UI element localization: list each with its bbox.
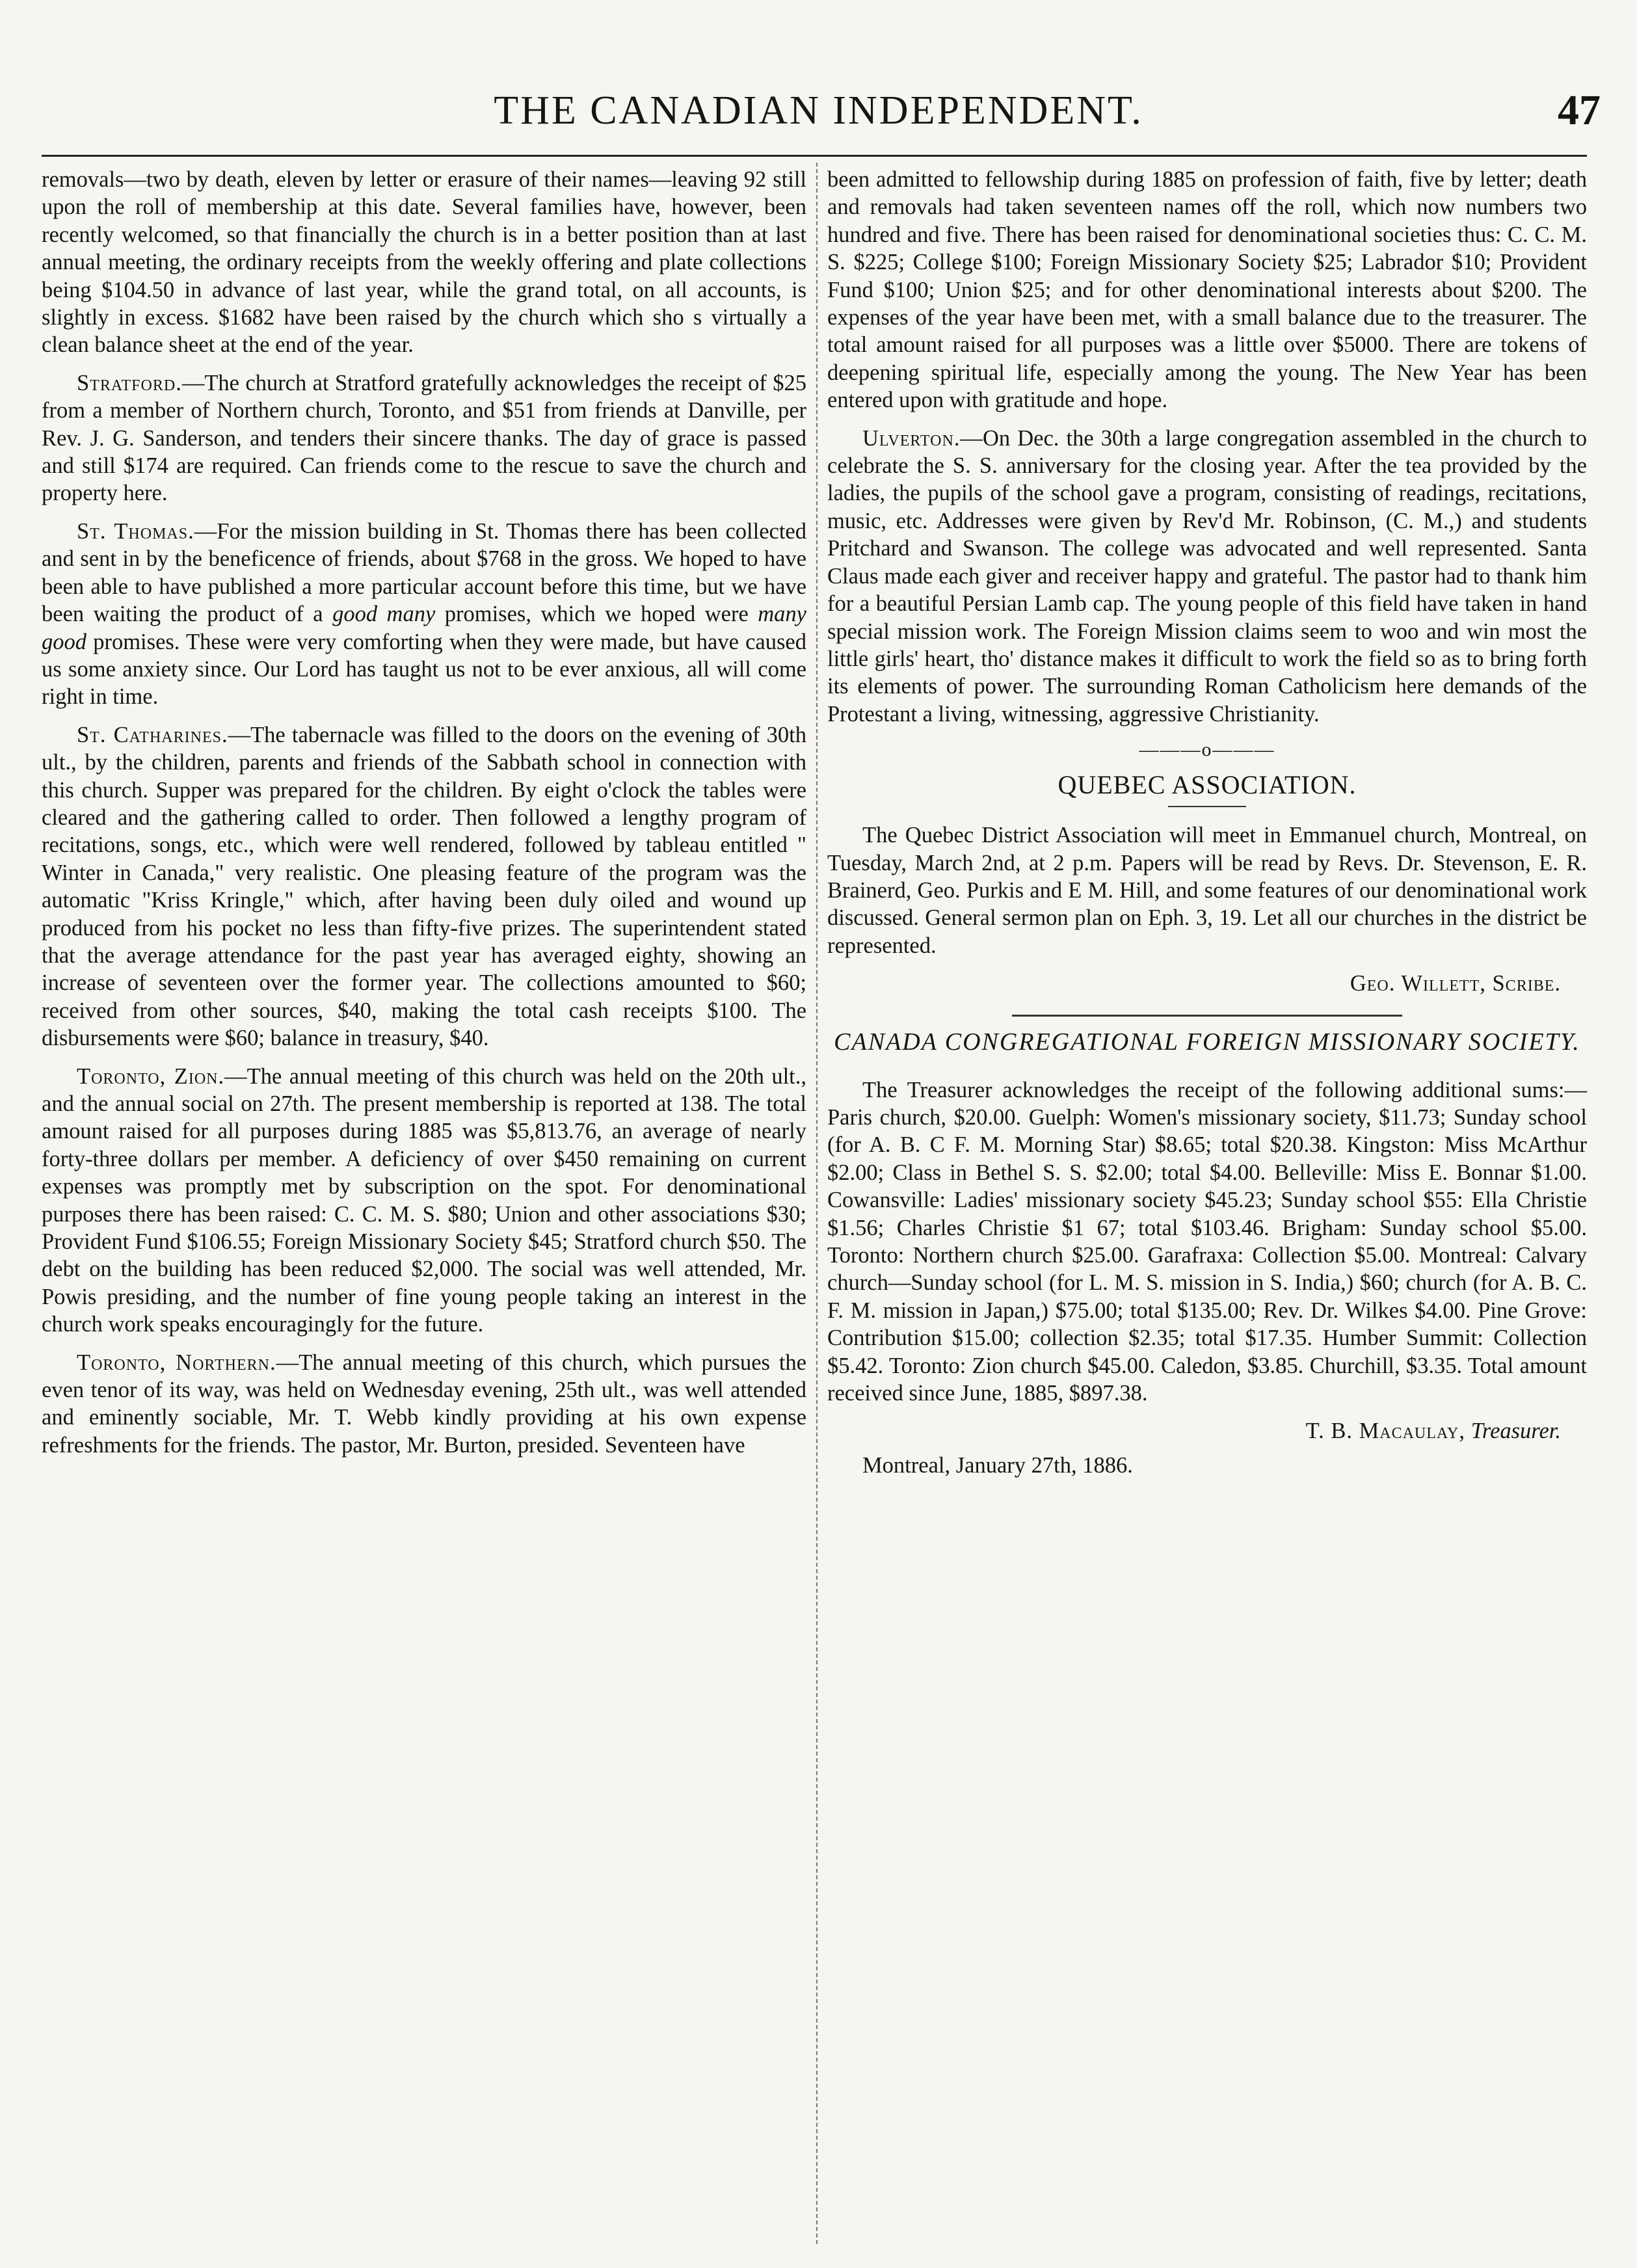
header-rule: [42, 155, 1587, 157]
section-separator: ———o———: [1139, 739, 1275, 761]
column-divider: [816, 163, 818, 2244]
toronto-northern-lead: Toronto, Northern.: [77, 1350, 276, 1375]
ulverton-report: Ulverton.—On Dec. the 30th a large congregation assembled in the church to celebrate the S. S. anniversary for the closing year. After the tea provided by the ladies, the pupils of the school gave a program, consisting of readings, recitations, music, etc. Addresses were given by Rev'd Mr. Robinson, (C. M.,) and students Pritchard and Swanson. The college was advocated and well represented. Santa Claus made each giver and receiver happy and grateful. The pastor had to thank him for a beautiful Persian Lamb cap. The young people of this field have taken in hand special mission work. The Foreign Mission claims seem to woo and win most the little girls' heart, tho' distance makes it difficult to work the field so as to bring forth its elements of power. The surrounding Roman Catholicism here demands of the Protestant a living, witnessing, aggressive Christianity.: [827, 425, 1587, 727]
ulverton-lead: Ulverton.: [862, 425, 961, 451]
toronto-northern-report: Toronto, Northern.—The annual meeting of this church, which pursues the even tenor of its way, was held on Wednesday evening, 25th ult., was well attended and eminently sociable, Mr. T. Webb kindly providing at his own expense refreshments for the friends. The pastor, Mr. Burton, presided. Seventeen have: [42, 1350, 806, 1458]
page-header-title: THE CANADIAN INDEPENDENT.: [494, 88, 1143, 133]
article-paragraph: removals—two by death, eleven by letter or erasure of their names—leaving 92 still upon the roll of membership at this date. Several families have, however, been recently welcomed, so that financially the church is in a better position than at last annual meeting, the ordinary receipts from the weekly offering and plate collections being $104.50 in advance of last year, while the grand total, on all accounts, is slightly in excess. $1682 have been raised by the church which sho s virtually a clean balance sheet at the end of the year.: [42, 167, 806, 358]
page-number: 47: [1558, 87, 1601, 134]
stratford-report: Stratford.—The church at Stratford gratefully acknowledges the receipt of $25 from a member of Northern church, Toronto, and $51 from friends at Danville, per Rev. J. G. Sanderson, and tenders their sincere thanks. The day of grace is passed and still $174 are required. Can friends come to the rescue to save the church and property here.: [42, 370, 806, 506]
toronto-zion-report: Toronto, Zion.—The annual meeting of this church was held on the 20th ult., and the annual social on 27th. The present membership is reported at 138. The total amount raised for all purposes during 1885 was $5,813.76, an average of nearly forty-three dollars per member. A deficiency of over $450 remaining on current expenses was promptly met by subscription on the spot. For denominational purposes there has been raised: C. C. M. S. $80; Union and other associations $30; Provident Fund $106.55; Foreign Missionary Society $45; Stratford church $50. The debt on the building has been reduced $2,000. The social was well attended, Mr. Powis presiding, and the number of fine young people taking an interest in the church work speaks encouragingly for the future.: [42, 1063, 806, 1337]
st-thomas-lead: St. Thomas.: [77, 518, 194, 544]
quebec-signature: Geo. Willett, Scribe.: [1350, 971, 1561, 996]
section-rule: [1012, 1015, 1402, 1017]
ccfms-acknowledgement: The Treasurer acknowledges the receipt of the following additional sums:—Paris church, $20.00. Guelph: Women's missionary society, $11.73; Sunday school (for A. B. C F. M. Morning Star) $8.65; total $20.38. Kingston: Miss McArthur $2.00; Class in Bethel S. S. $2.00; total $4.00. Belleville: Miss E. Bonnar $1.00. Cowansville: Ladies' missionary society $45.23; Sunday school $55: Ella Christie $1.56; Charles Christie $1 67; total $103.46. Brigham: Sunday school $5.00. Toronto: Northern church $25.00. Garafraxa: Collection $5.00. Montreal: Calvary church—Sunday school (for L. M. S. mission in S. India,) $60; church (for A. B. C. F. M. mission in Japan,) $75.00; total $135.00; Rev. Dr. Wilkes $4.00. Pine Grove: Contribution $15.00; collection $2.35; total $17.35. Humber Summit: Collection $5.42. Toronto: Zion church $45.00. Caledon, $3.85. Churchill, $3.35. Total amount received since June, 1885, $897.38.: [827, 1077, 1587, 1406]
st-catharines-lead: St. Catharines.: [77, 722, 228, 747]
stratford-lead: Stratford.: [77, 370, 182, 395]
st-catharines-report: St. Catharines.—The tabernacle was filled to the doors on the evening of 30th ult., by the children, parents and friends of the Sabbath school in connection with this church. Supper was prepared for the children. By eight o'clock the tables were cleared and the gathering called to order. Then followed a lengthy program of recitations, songs, etc., which were well rendered, followed by tableau entitled " Winter in Canada," very realistic. One pleasing feature of the program was the automatic "Kriss Kringle," which, after having been duly oiled and wound up produced from his pocket no less than fifty-five prizes. The superintendent stated that the average attendance for the past year has averaged eighty, showing an increase of seventeen over the former year. The collections amounted to $60; received from other sources, $40, making the total cash receipts $100. The disbursements were $60; balance in treasury, $40.: [42, 722, 806, 1051]
quebec-association-heading: QUEBEC ASSOCIATION.: [1058, 770, 1357, 800]
ccfms-heading: CANADA CONGREGATIONAL FOREIGN MISSIONARY SOCIETY.: [834, 1028, 1580, 1056]
st-thomas-report: St. Thomas.—For the mission building in St. Thomas there has been collected and sent in by the beneficence of friends, about $768 in the gross. We hoped to have been able to have published a more particular account before this time, but we have been waiting the product of a good many promises, which we hoped were many good promises. These were very comforting when they were made, but have caused us some anxiety since. Our Lord has taught us not to be ever anxious, all will come right in time.: [42, 518, 806, 710]
toronto-zion-lead: Toronto, Zion.: [77, 1063, 225, 1089]
dateline: Montreal, January 27th, 1886.: [862, 1452, 1133, 1478]
left-column: [42, 166, 806, 1469]
treasurer-signature: T. B. Macaulay, Treasurer.: [1305, 1419, 1561, 1444]
heading-rule: [1168, 806, 1246, 807]
article-paragraph: been admitted to fellowship during 1885 on profession of faith, five by letter; death and removals had taken seventeen names off the roll, which now numbers two hundred and five. There has been raised for denominational societies thus: C. C. M. S. $225; College $100; Foreign Missionary Society $25; Labrador $10; Provident Fund $100; Union $25; and for other denominational interests about $200. The expenses of the year have been met, with a small balance due to the treasurer. The total amount raised for all purposes was a little over $5000. There are tokens of deepening spiritual life, especially among the young. The New Year has been entered upon with gratitude and hope.: [827, 167, 1587, 413]
quebec-association-notice: The Quebec District Association will meet in Emmanuel church, Montreal, on Tuesday, March 2nd, at 2 p.m. Papers will be read by Revs. Dr. Stevenson, E. R. Brainerd, Geo. Purkis and E M. Hill, and some features of our denominational work discussed. General sermon plan on Eph. 3, 19. Let all our churches in the district be represented.: [827, 823, 1587, 958]
right-column: [827, 166, 1587, 1489]
